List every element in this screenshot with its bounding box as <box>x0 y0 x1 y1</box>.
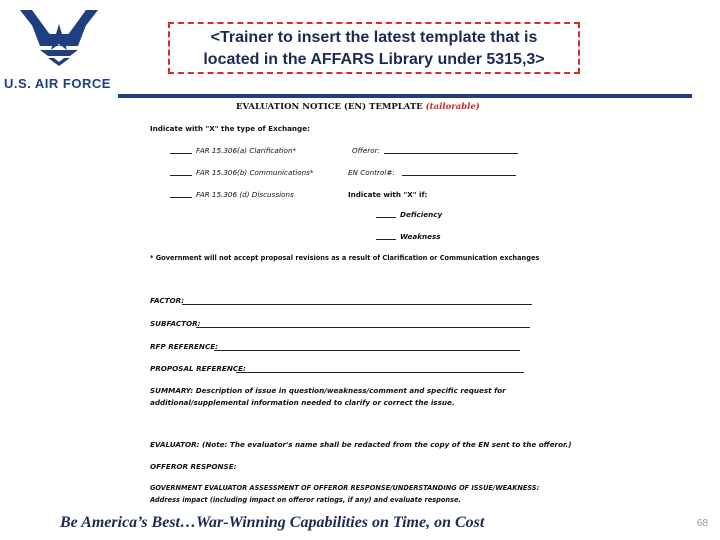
communications-blank[interactable] <box>170 175 192 176</box>
address-impact-text: Address impact (including impact on offeror ratings, if any) and evaluate response. <box>150 496 462 504</box>
weakness-label: Weakness <box>400 232 441 241</box>
evaluation-notice-template <box>146 98 572 512</box>
document-title-main: EVALUATION NOTICE (EN) TEMPLATE <box>236 102 423 112</box>
offeror-response-label: OFFEROR RESPONSE: <box>150 462 237 471</box>
subfactor-label: SUBFACTOR: <box>150 319 201 328</box>
en-control-field[interactable] <box>402 175 516 176</box>
footer-tagline: Be America’s Best…War-Winning Capabilities on Time, on Cost <box>60 514 485 531</box>
usaf-logo <box>0 0 118 96</box>
trainer-note-line-1: <Trainer to insert the latest template that is <box>210 29 538 46</box>
offeror-label: Offeror: <box>352 146 380 155</box>
indicate-if-label: Indicate with "X" if: <box>348 190 428 199</box>
exchange-option-discussions: FAR 15.306 (d) Discussions <box>196 190 294 199</box>
trainer-note-line-2: located in the AFFARS Library under 5315,3> <box>203 51 545 68</box>
proposal-reference-field[interactable] <box>236 372 524 373</box>
summary-line-1: SUMMARY: Description of issue in question/weakness/comment and specific request for <box>150 386 506 395</box>
weakness-blank[interactable] <box>376 239 396 240</box>
trainer-note-box <box>168 22 580 74</box>
en-control-label: EN Control#: <box>348 168 395 177</box>
rfp-reference-label: RFP REFERENCE: <box>150 342 218 351</box>
factor-field[interactable] <box>182 304 532 305</box>
subfactor-field[interactable] <box>196 327 530 328</box>
offeror-field[interactable] <box>384 153 518 154</box>
exchange-option-clarification: FAR 15.306(a) Clarification* <box>196 146 297 155</box>
evaluator-note: (Note: The evaluator's name shall be redacted from the copy of the EN sent to the offeror.) <box>202 440 572 449</box>
document-title-tailorable: (tailorable) <box>425 102 480 112</box>
deficiency-label: Deficiency <box>400 210 443 219</box>
clarification-blank[interactable] <box>170 153 192 154</box>
deficiency-blank[interactable] <box>376 217 396 218</box>
exchange-type-label: Indicate with "X" the type of Exchange: <box>150 124 310 133</box>
summary-line-2: additional/supplemental information needed to clarify or correct the issue. <box>150 398 455 407</box>
usaf-wings-icon <box>18 6 100 76</box>
page-number: 68 <box>696 518 708 529</box>
rfp-reference-field[interactable] <box>214 350 520 351</box>
government-assessment-label: GOVERNMENT EVALUATOR ASSESSMENT OF OFFEROR RESPONSE/UNDERSTANDING OF ISSUE/WEAKNESS: <box>150 484 540 492</box>
exchange-option-communications: FAR 15.306(b) Communications* <box>196 168 314 177</box>
discussions-blank[interactable] <box>170 197 192 198</box>
factor-label: FACTOR: <box>150 296 185 305</box>
document-title <box>236 102 480 112</box>
usaf-logo-text: U.S. AIR FORCE <box>4 76 111 91</box>
revision-note: * Government will not accept proposal revisions as a result of Clarification or Communication exchanges <box>150 254 540 262</box>
proposal-reference-label: PROPOSAL REFERENCE: <box>150 364 246 373</box>
evaluator-label: EVALUATOR: <box>150 440 200 449</box>
